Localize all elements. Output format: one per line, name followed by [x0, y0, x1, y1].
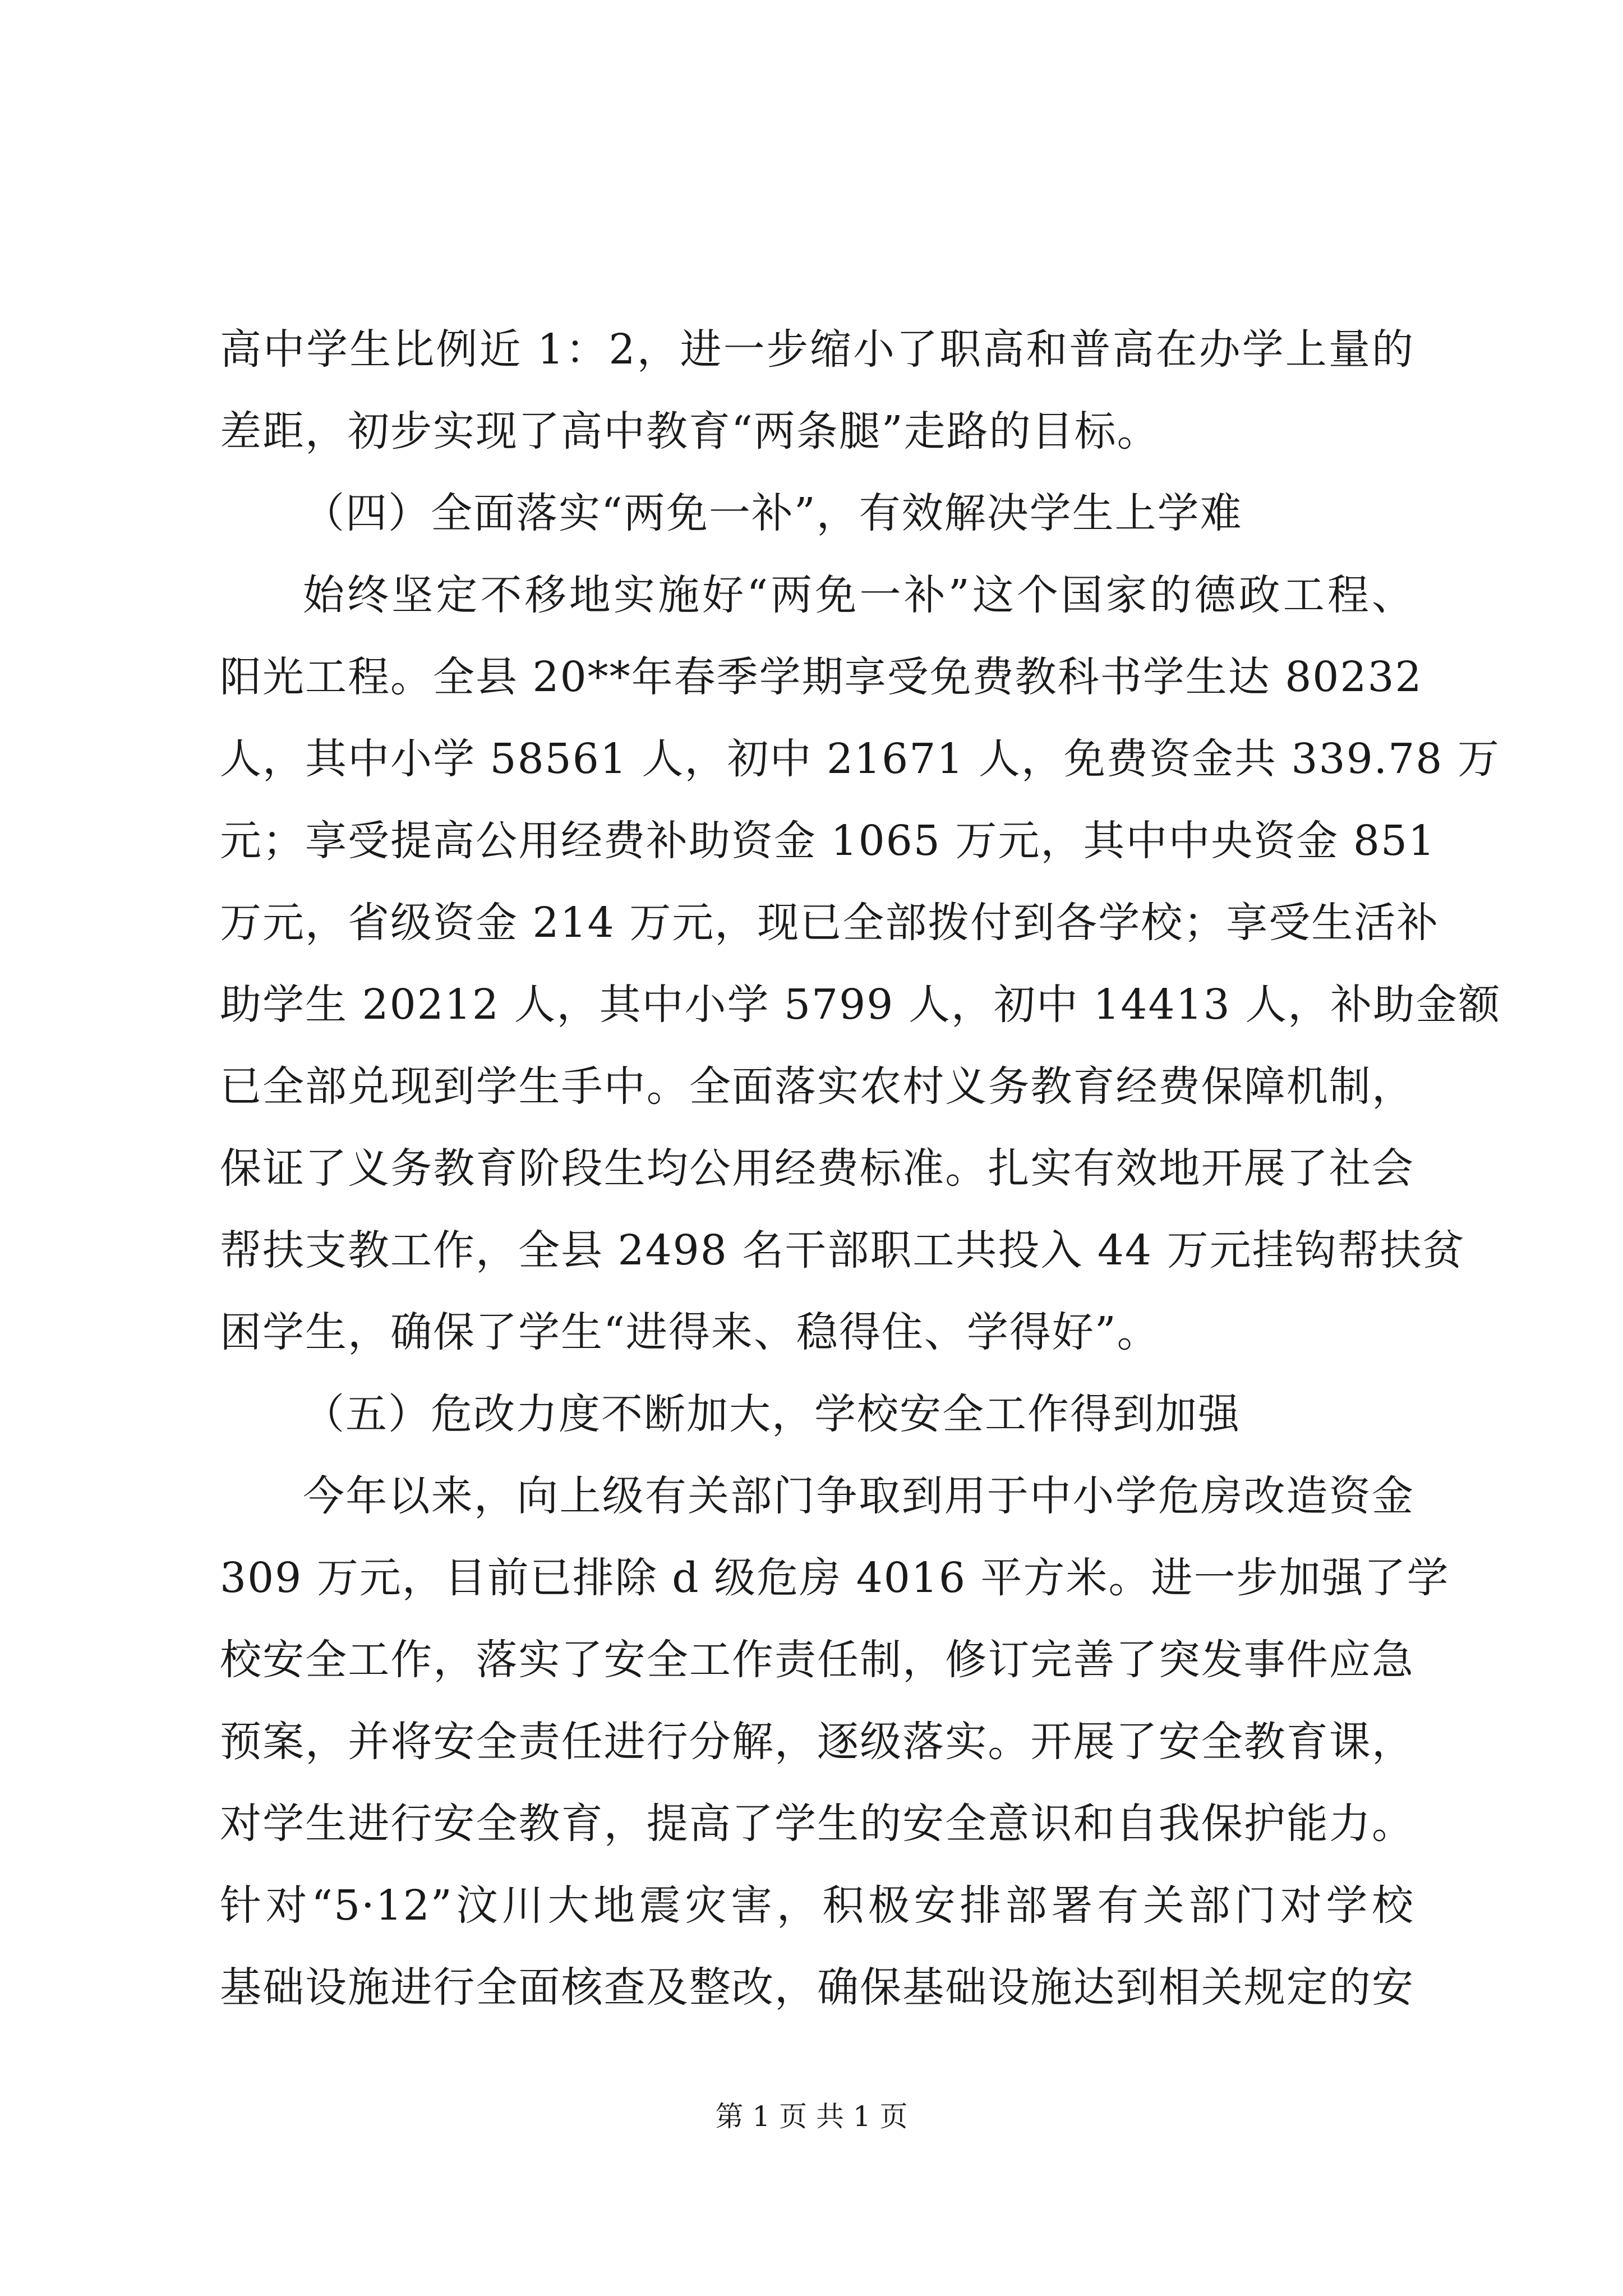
text-line: 困学生，确保了学生“进得来、稳得住、学得好”。 [220, 1308, 1160, 1356]
text-line: 基础设施进行全面核查及整改，确保基础设施达到相关规定的安 [220, 1963, 1414, 2012]
body-text [220, 309, 1501, 2028]
text-line: 阳光工程。全县 20**年春季学期享受免费教科书学生达 80232 [220, 653, 1423, 701]
text-line: 助学生 20212 人，其中小学 5799 人，初中 14413 人，补助金额 [220, 981, 1501, 1029]
text-line: 人，其中小学 58561 人，初中 21671 人，免费资金共 339.78 万 [220, 735, 1500, 783]
section-heading: （四）全面落实“两免一补”，有效解决学生上学难 [303, 489, 1243, 537]
text-line: 始终坚定不移地实施好“两免一补”这个国家的德政工程、 [303, 571, 1414, 619]
section-heading: （五）危改力度不断加大，学校安全工作得到加强 [303, 1390, 1241, 1438]
page-number-label: 第 1 页 共 1 页 [715, 2100, 908, 2133]
text-line: 高中学生比例近 1：2，进一步缩小了职高和普高在办学上量的 [220, 325, 1414, 374]
text-line: 差距，初步实现了高中教育“两条腿”走路的目标。 [220, 407, 1160, 455]
text-line: 校安全工作，落实了安全工作责任制，修订完善了突发事件应急 [220, 1636, 1414, 1684]
text-line: 保证了义务教育阶段生均公用经费标准。扎实有效地开展了社会 [220, 1144, 1414, 1193]
text-line: 预案，并将安全责任进行分解，逐级落实。开展了安全教育课， [220, 1718, 1414, 1766]
text-line: 万元，省级资金 214 万元，现已全部拨付到各学校；享受生活补 [220, 899, 1440, 947]
text-line: 元；享受提高公用经费补助资金 1065 万元，其中中央资金 851 [220, 817, 1436, 865]
text-line: 今年以来，向上级有关部门争取到用于中小学危房改造资金 [303, 1472, 1414, 1520]
text-line: 帮扶支教工作，全县 2498 名干部职工共投入 44 万元挂钩帮扶贫 [220, 1226, 1465, 1274]
text-line: 针对“5·12”汶川大地震灾害，积极安排部署有关部门对学校 [220, 1881, 1414, 1930]
page-footer [0, 2097, 1623, 2136]
text-line: 对学生进行安全教育，提高了学生的安全意识和自我保护能力。 [220, 1800, 1414, 1848]
text-line: 已全部兑现到学生手中。全面落实农村义务教育经费保障机制， [220, 1062, 1414, 1111]
text-line: 309 万元，目前已排除 d 级危房 4016 平方米。进一步加强了学 [220, 1554, 1450, 1602]
